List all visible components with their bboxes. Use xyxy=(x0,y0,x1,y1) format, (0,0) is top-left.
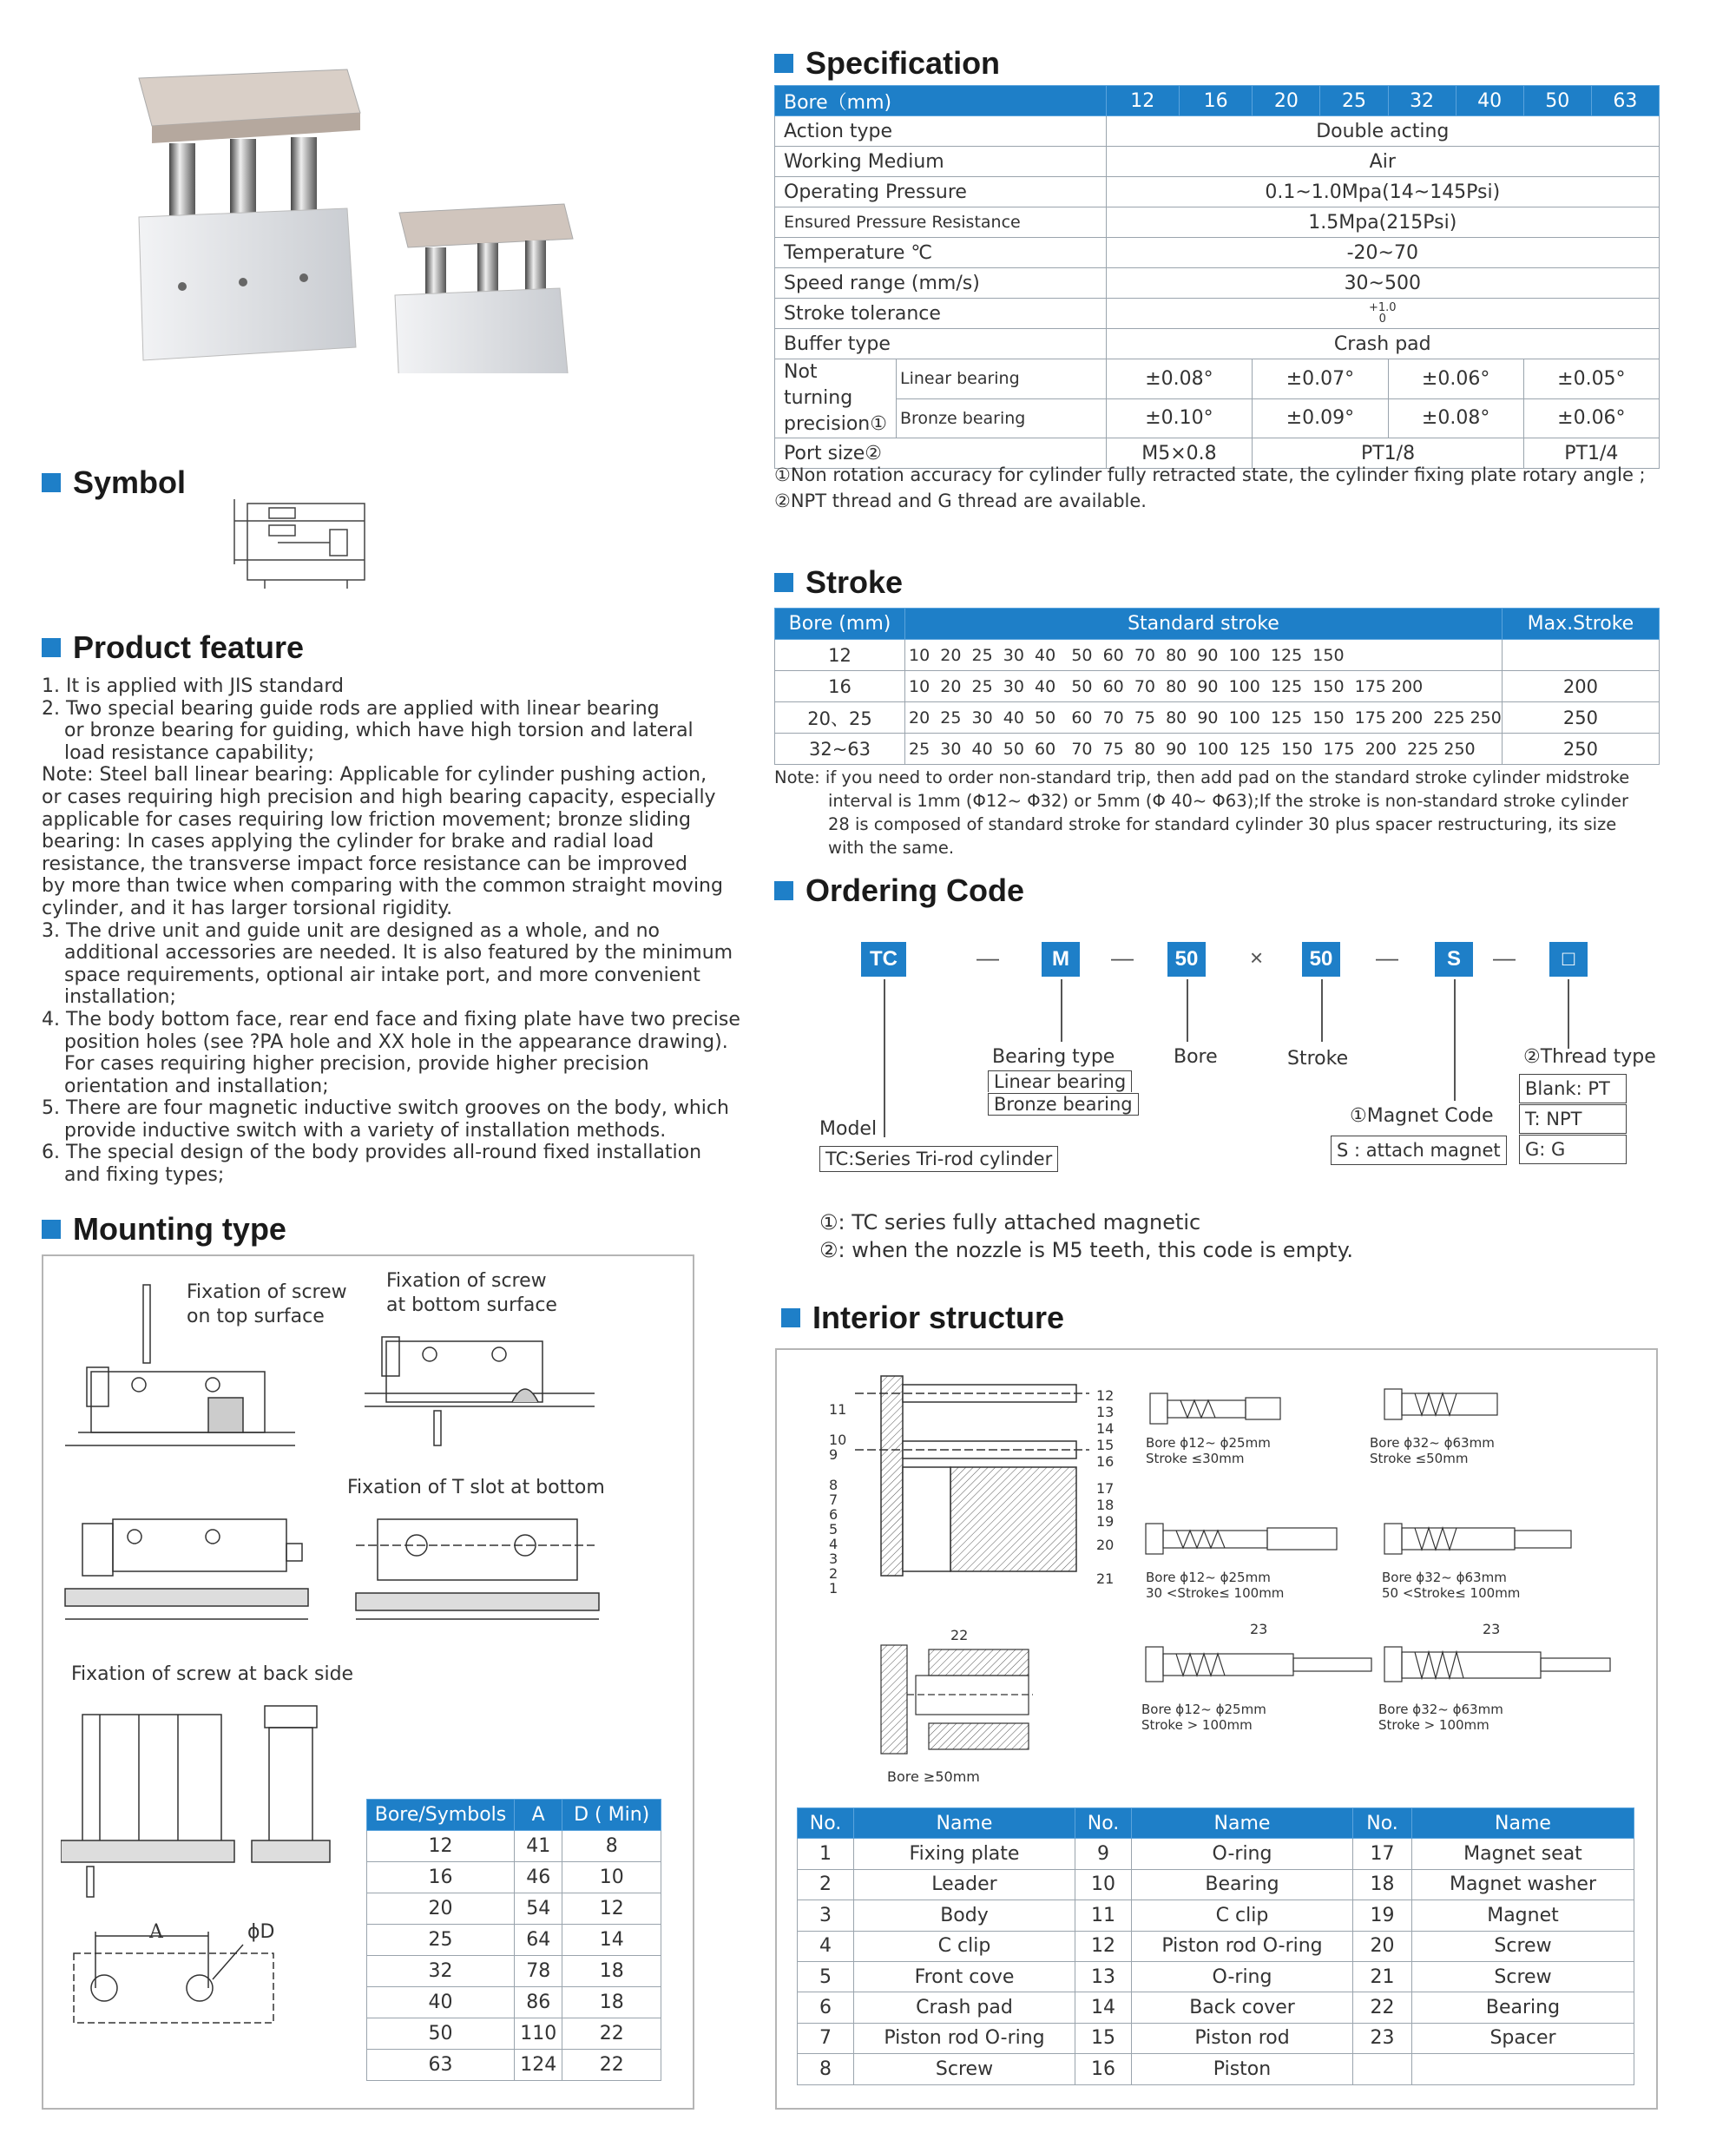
code-dash: — xyxy=(1111,945,1134,971)
table-row: 25 64 14 xyxy=(367,1925,661,1956)
detail-caption-2: Bore ϕ32~ ϕ63mm Stroke ≤50mm xyxy=(1370,1435,1495,1466)
callout-23: 23 xyxy=(1483,1621,1501,1637)
code-times: × xyxy=(1250,945,1264,971)
detail-drawing-4 xyxy=(1380,1515,1580,1567)
detail-drawing-7 xyxy=(877,1641,1033,1762)
detail-caption-5: Bore ϕ12~ ϕ25mm Stroke > 100mm xyxy=(1141,1702,1266,1733)
feature-line: provide inductive switch with a variety of installation methods. xyxy=(64,1119,667,1142)
stroke-label: Stroke xyxy=(1287,1048,1349,1070)
table-header: Standard stroke xyxy=(905,609,1503,640)
table-row: Stroke tolerance +1.0 0 xyxy=(775,299,1660,329)
stroke-notes: Note: if you need to order non-standard trip, then add pad on the standard stroke cylinder midstroke interval is 1mm (Φ12~ Φ32) or 5mm (Φ 40~ Φ63);If the stroke is non-standard stroke cylinder 28 is composed of standard stroke for standard cylinder 30 plus spacer restructuring, its size with the same. xyxy=(774,767,1630,858)
leader-line xyxy=(1568,979,1569,1049)
table-row: Working Medium Air xyxy=(775,147,1660,177)
mount-back-drawing xyxy=(61,1702,339,1901)
table-row: 16 46 10 xyxy=(367,1862,661,1893)
table-row: 1 Fixing plate 9 O-ring 17 Magnet seat xyxy=(798,1839,1634,1869)
feature-line: and fixing types; xyxy=(64,1164,225,1187)
interior-main-drawing xyxy=(855,1372,1089,1606)
callout-23: 23 xyxy=(1250,1621,1268,1637)
tslot-caption: Fixation of T slot at bottom xyxy=(347,1477,605,1498)
product-photo xyxy=(130,61,582,373)
table-row: 63 124 22 xyxy=(367,2050,661,2081)
callouts-left: 11 10 9 8 7 6 5 4 3 2 1 xyxy=(829,1401,847,1597)
top-fix-caption: Fixation of screw on top surface xyxy=(187,1281,347,1327)
magnet-code-label: ①Magnet Code xyxy=(1350,1105,1494,1127)
table-row: Bronze bearing ±0.10° ±0.09° ±0.08° ±0.06° xyxy=(775,398,1660,438)
detail-drawing-1 xyxy=(1146,1385,1285,1437)
bottom-fix-caption: Fixation of screw at bottom surface xyxy=(386,1270,557,1316)
section-marker-icon xyxy=(42,638,61,657)
linear-bearing-option: Linear bearing xyxy=(988,1070,1132,1092)
feature-line: or bronze bearing for guiding, which have high torsion and lateral xyxy=(64,720,694,742)
detail-drawing-6 xyxy=(1380,1636,1614,1697)
table-row: 4 C clip 12 Piston rod O-ring 20 Screw xyxy=(798,1931,1634,1961)
thread-option: Blank: PT xyxy=(1519,1074,1627,1103)
detail-caption-3: Bore ϕ12~ ϕ25mm 30 <Stroke≤ 100mm xyxy=(1146,1570,1285,1601)
mounting-dimension-table xyxy=(366,1799,661,2081)
feature-line: 2. Two special bearing guide rods are applied with linear bearing xyxy=(42,697,660,720)
spec-notes: ①Non rotation accuracy for cylinder fully retracted state, the cylinder fixing plate rotary angle ; ②NPT thread and G thread are available. xyxy=(774,464,1646,511)
magnet-option: S : attach magnet xyxy=(1331,1136,1507,1165)
table-row: 40 86 18 xyxy=(367,1987,661,2018)
table-header: Name xyxy=(1412,1808,1634,1839)
table-row: 20、25 20 25 30 40 50 60 70 75 80 90 100 125 150 175 200 225 250 250 xyxy=(775,702,1660,734)
specification-title: Specification xyxy=(774,45,1000,82)
thread-option: G: G xyxy=(1519,1135,1627,1164)
model-label: Model xyxy=(819,1118,878,1140)
feature-line: position holes (see ?PA hole and XX hole in the appearance drawing). xyxy=(64,1030,728,1053)
feature-line: 1. It is applied with JIS standard xyxy=(42,675,344,697)
product-feature-list xyxy=(42,675,753,1187)
bearing-type-label: Bearing type xyxy=(992,1046,1115,1068)
feature-line: cylinder, and it has larger torsional rigidity. xyxy=(42,897,453,919)
table-row: 7 Piston rod O-ring 15 Piston rod 23 Spacer xyxy=(798,2023,1634,2053)
specification-table xyxy=(774,85,1660,469)
callouts-right: 12 13 14 15 16 17 18 19 20 21 xyxy=(1096,1387,1115,1587)
feature-line: Note: Steel ball linear bearing: Applicable for cylinder pushing action, xyxy=(42,764,707,787)
table-row: Operating Pressure 0.1~1.0Mpa(14~145Psi) xyxy=(775,177,1660,207)
bronze-bearing-option: Bronze bearing xyxy=(988,1093,1139,1116)
feature-line: 3. The drive unit and guide unit are designed as a whole, and no xyxy=(42,919,660,942)
feature-line: or cases requiring high precision and high bearing capacity, especially xyxy=(42,786,716,808)
mounting-type-title: Mounting type xyxy=(42,1211,286,1248)
thread-type-label: ②Thread type xyxy=(1523,1046,1656,1068)
code-dash: — xyxy=(1376,945,1398,971)
section-marker-icon xyxy=(774,573,793,592)
table-row: Port size② M5×0.8 PT1/8 PT1/4 xyxy=(775,438,1660,469)
section-marker-icon xyxy=(781,1308,800,1327)
feature-line: resistance, the transverse impact force resistance can be improved xyxy=(42,853,688,875)
detail-drawing-3 xyxy=(1141,1515,1341,1567)
mount-front-drawing xyxy=(61,1511,321,1632)
section-marker-icon xyxy=(774,881,793,900)
ordering-code-title: Ordering Code xyxy=(774,872,1024,909)
table-row: 5 Front cove 13 O-ring 21 Screw xyxy=(798,1961,1634,1992)
callout-22: 22 xyxy=(950,1627,969,1643)
code-magnet: S xyxy=(1435,942,1473,977)
table-row: 12 41 8 xyxy=(367,1831,661,1862)
table-header: Bore (mm) xyxy=(775,609,905,640)
feature-line: by more than twice when comparing with the common straight moving xyxy=(42,875,723,898)
back-fix-caption: Fixation of screw at back side xyxy=(71,1663,354,1685)
table-header: Max.Stroke xyxy=(1502,609,1659,640)
detail-drawing-5 xyxy=(1141,1636,1376,1697)
bore-label: Bore xyxy=(1174,1046,1218,1068)
detail-drawing-2 xyxy=(1380,1380,1519,1432)
leader-line xyxy=(1187,979,1188,1042)
table-row: Buffer type Crash pad xyxy=(775,329,1660,359)
mount-top-drawing xyxy=(61,1276,304,1458)
mount-bottom-drawing xyxy=(360,1324,603,1454)
table-row: 16 10 20 25 30 40 50 60 70 80 90 100 125 150 175 200 200 xyxy=(775,671,1660,702)
code-model: TC xyxy=(861,942,906,977)
code-dash: — xyxy=(1493,945,1516,971)
table-row: 2 Leader 10 Bearing 18 Magnet washer xyxy=(798,1869,1634,1900)
dimension-drawing xyxy=(69,1927,295,2031)
table-row: Speed range (mm/s) 30~500 xyxy=(775,268,1660,299)
table-row: 50 110 22 xyxy=(367,2018,661,2050)
table-row: Ensured Pressure Resistance 1.5Mpa(215Psi) xyxy=(775,207,1660,238)
table-row: 12 10 20 25 30 40 50 60 70 80 90 100 125 150 xyxy=(775,640,1660,671)
dim-a-label: A xyxy=(149,1921,163,1943)
detail-caption-7: Bore ≥50mm xyxy=(887,1768,980,1785)
table-row: 8 Screw 16 Piston xyxy=(798,2054,1634,2084)
table-row: 20 54 12 xyxy=(367,1893,661,1925)
spec-header-row: Bore（mm) 12 16 20 25 32 40 50 63 xyxy=(775,86,1660,116)
ordering-notes: ①: TC series fully attached magnetic ②: when the nozzle is M5 teeth, this code is empty. xyxy=(819,1210,1353,1262)
table-header: No. xyxy=(1075,1808,1132,1839)
section-marker-icon xyxy=(42,473,61,492)
interior-structure-title: Interior structure xyxy=(781,1300,1064,1336)
table-header: Name xyxy=(1132,1808,1353,1839)
feature-line: 4. The body bottom face, rear end face and fixing plate have two precise xyxy=(42,1008,740,1030)
detail-caption-6: Bore ϕ32~ ϕ63mm Stroke > 100mm xyxy=(1378,1702,1503,1733)
feature-line: 6. The special design of the body provides all-round fixed installation xyxy=(42,1142,702,1164)
feature-line: For cases requiring higher precision, provide higher precision xyxy=(64,1053,649,1076)
table-row: Action type Double acting xyxy=(775,116,1660,147)
table-row: Temperature ℃ -20~70 xyxy=(775,238,1660,268)
table-header: A xyxy=(515,1800,562,1831)
table-row: Not turning precision① Linear bearing ±0.08° ±0.07° ±0.06° ±0.05° xyxy=(775,359,1660,399)
table-row: 32~63 25 30 40 50 60 70 75 80 90 100 125 150 175 200 225 250 250 xyxy=(775,734,1660,765)
feature-line: installation; xyxy=(64,986,176,1009)
symbol-title: Symbol xyxy=(42,464,186,501)
leader-line xyxy=(1454,979,1456,1101)
code-stroke: 50 xyxy=(1302,942,1340,977)
table-row: 6 Crash pad 14 Back cover 22 Bearing xyxy=(798,1992,1634,2023)
model-option: TC:Series Tri-rod cylinder xyxy=(819,1146,1058,1172)
detail-caption-1: Bore ϕ12~ ϕ25mm Stroke ≤30mm xyxy=(1146,1435,1271,1466)
code-dash: — xyxy=(976,945,999,971)
feature-line: additional accessories are needed. It is also featured by the minimum xyxy=(64,942,733,965)
product-feature-title: Product feature xyxy=(42,629,304,666)
table-header: Bore/Symbols xyxy=(367,1800,515,1831)
leader-line xyxy=(1061,979,1062,1042)
code-thread: □ xyxy=(1549,942,1588,977)
feature-line: load resistance capability; xyxy=(64,741,315,764)
mount-tslot-drawing xyxy=(352,1511,612,1632)
section-marker-icon xyxy=(42,1220,61,1239)
thread-option: T: NPT xyxy=(1519,1104,1627,1134)
stroke-table xyxy=(774,608,1660,765)
feature-line: applicable for cases requiring low friction movement; bronze sliding xyxy=(42,808,692,831)
table-header: No. xyxy=(798,1808,854,1839)
feature-line: space requirements, optional air intake port, and more convenient xyxy=(64,964,700,986)
feature-line: bearing: In cases applying the cylinder for brake and radial load xyxy=(42,831,654,853)
table-header: Name xyxy=(854,1808,1075,1839)
table-header: No. xyxy=(1353,1808,1412,1839)
table-row: 3 Body 11 C clip 19 Magnet xyxy=(798,1900,1634,1931)
code-bearing: M xyxy=(1042,942,1080,977)
feature-line: 5. There are four magnetic inductive switch grooves on the body, which xyxy=(42,1097,729,1120)
code-bore: 50 xyxy=(1167,942,1206,977)
leader-line xyxy=(884,979,885,1137)
stroke-title: Stroke xyxy=(774,564,903,601)
table-row: 32 78 18 xyxy=(367,1956,661,1987)
section-marker-icon xyxy=(774,54,793,73)
parts-table xyxy=(797,1807,1634,2085)
feature-line: orientation and installation; xyxy=(64,1075,329,1097)
table-header: D ( Min) xyxy=(562,1800,661,1831)
detail-caption-4: Bore ϕ32~ ϕ63mm 50 <Stroke≤ 100mm xyxy=(1382,1570,1521,1601)
leader-line xyxy=(1321,979,1323,1042)
cylinder-symbol-icon xyxy=(226,495,373,590)
dim-d-label: ϕD xyxy=(247,1921,275,1943)
